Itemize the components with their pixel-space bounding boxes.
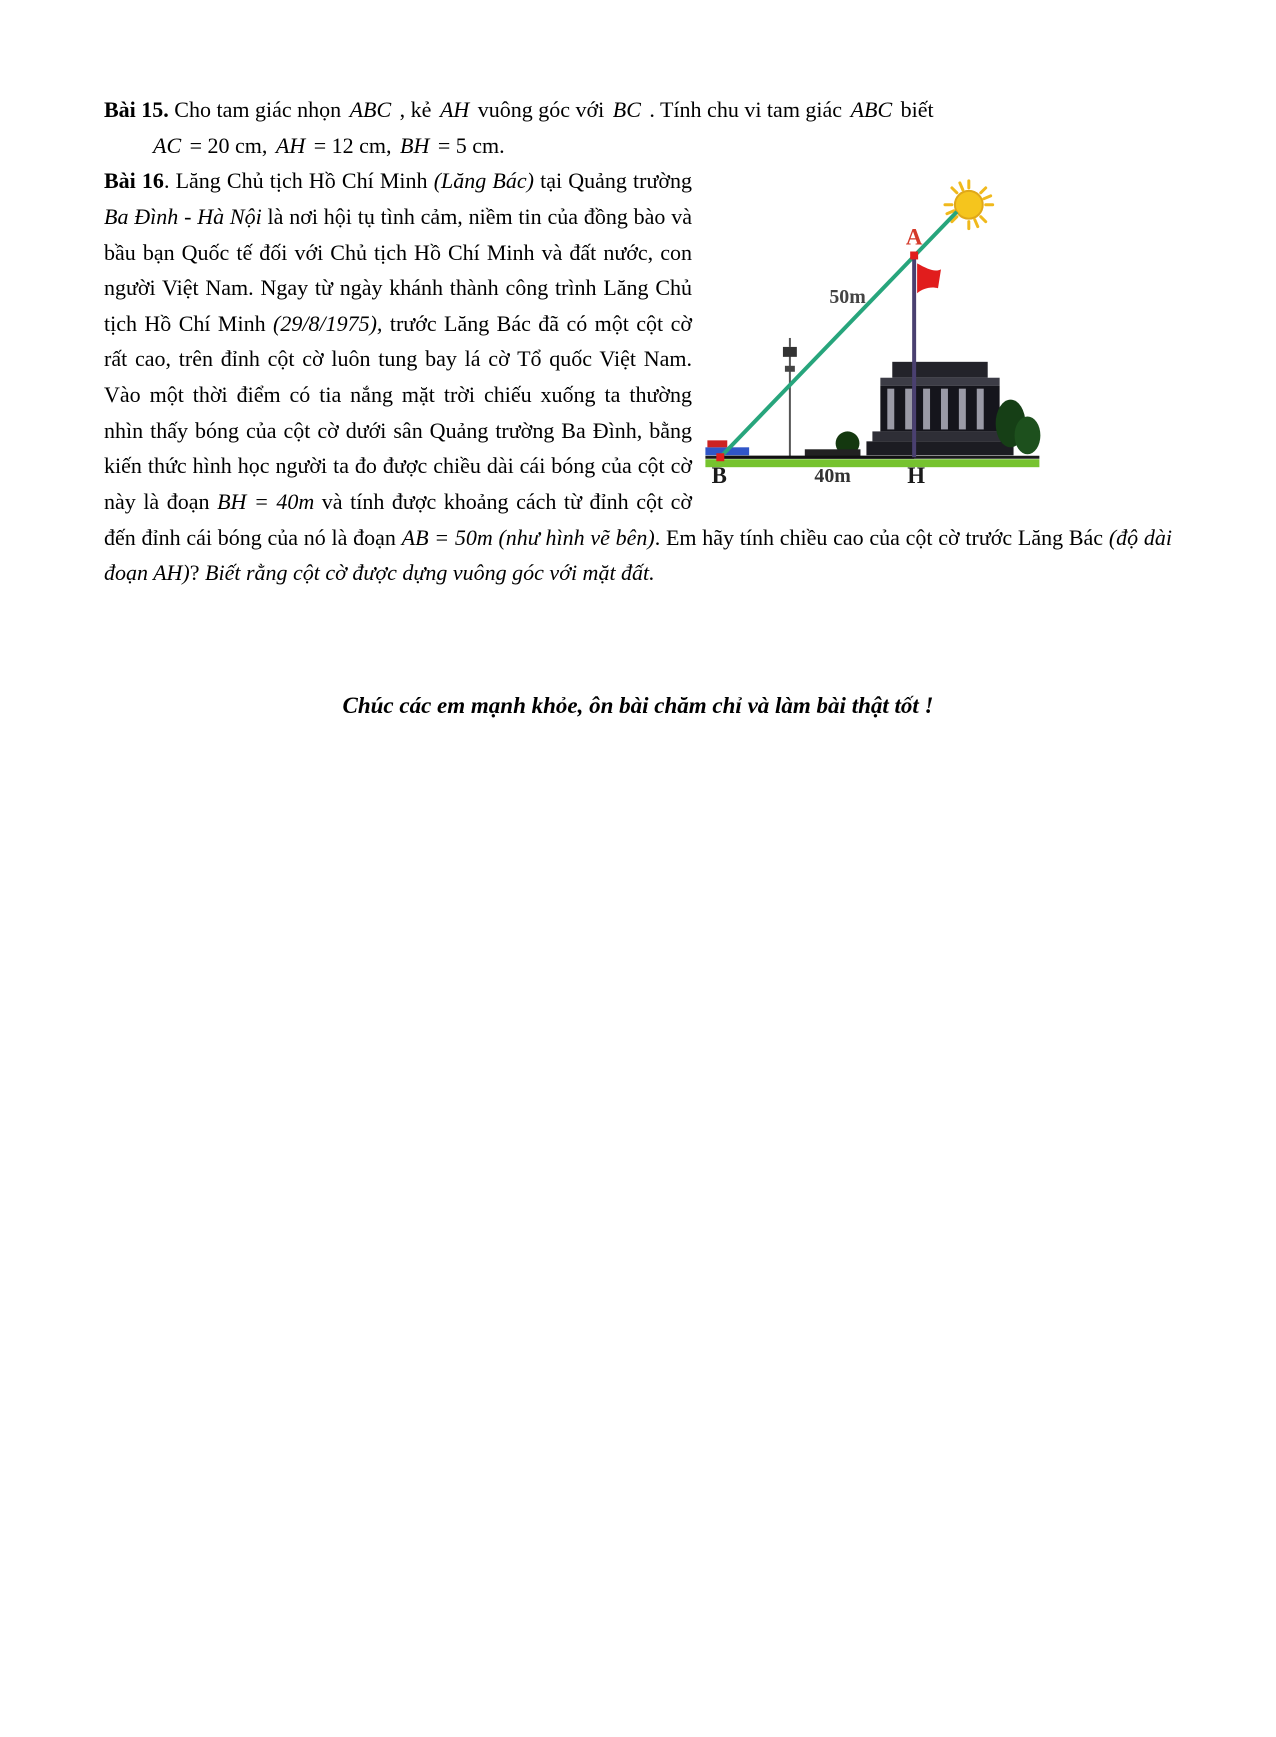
problem-15 <box>104 92 1172 128</box>
problem-16 <box>104 163 1172 591</box>
mausoleum-figure <box>704 167 1172 499</box>
problem-16-italic: Ba Đình - Hà Nội <box>104 203 262 229</box>
distance-label-ab: 50m <box>829 286 866 309</box>
point-b-marker <box>716 454 724 462</box>
math-bc: BC <box>612 97 641 122</box>
math-ac: AC <box>153 132 182 158</box>
problem-16-italic: (Lăng Bác) <box>433 168 534 194</box>
problem-16-text: . Lăng Chủ tịch Hồ Chí Minh <box>163 168 434 194</box>
problem-15-label: Bài 15. <box>104 97 169 122</box>
given-value: = 12 cm, <box>308 132 398 158</box>
problem-15-text: , kẻ <box>394 97 437 122</box>
problem-16-text: tại Quảng trường <box>533 168 693 194</box>
problem-16-text: trước Lăng Bác đã có một cột cờ rất cao, trên đỉnh cột cờ luôn tung bay lá cờ Tổ quốc Việt Nam. Vào một thời điểm có tia nắng mặt trời chiếu xuống ta thường nhìn thấy bóng của cột cờ dưới sân Quảng trường Ba Đình, bằng kiến thức hình học người ta đo được chiều dài cái bóng của cột cờ này là đoạn <box>104 310 692 514</box>
problem-16-italic: Biết rằng cột cờ được dựng vuông góc với mặt đất. <box>205 560 655 586</box>
problem-16-italic: BH = 40m <box>217 488 315 514</box>
figure-canvas <box>704 167 1172 499</box>
problem-15-text: biết <box>895 97 934 122</box>
problem-15-text: vuông góc với <box>472 97 610 122</box>
problem-16-text: và tính được khoảng cách từ đỉnh cột cờ đến đỉnh cái bóng của nó là đoạn <box>104 488 693 550</box>
speaker-post <box>783 338 797 457</box>
sun-icon <box>945 181 993 229</box>
problem-16-italic: AB = 50m (như hình vẽ bên) <box>401 524 655 550</box>
math-ah: AH <box>275 132 306 158</box>
label-point-b: B <box>711 463 727 489</box>
point-a-marker <box>910 252 918 260</box>
label-point-h: H <box>907 463 926 489</box>
problem-16-text: ? <box>189 560 206 586</box>
given-value: = 20 cm, <box>184 132 273 158</box>
problem-16-label: Bài 16 <box>104 168 164 194</box>
closing-message: Chúc các em mạnh khỏe, ôn bài chăm chỉ và làm bài thật tốt ! <box>342 692 934 718</box>
problem-15-text: . Tính chu vi tam giác <box>643 97 848 122</box>
math-abc: ABC <box>349 97 392 122</box>
math-bh: BH <box>400 132 430 158</box>
math-ah: AH <box>439 97 470 122</box>
label-point-a: A <box>905 224 923 250</box>
problem-15-givens <box>104 128 1172 164</box>
distance-label-bh: 40m <box>814 465 851 488</box>
problem-16-text: . Em hãy tính chiều cao của cột cờ trước Lăng Bác <box>654 524 1109 550</box>
given-value: = 5 cm. <box>432 132 505 158</box>
math-abc: ABC <box>850 97 893 122</box>
problem-16-italic: (29/8/1975), <box>273 310 383 336</box>
problem-15-text: Cho tam giác nhọn <box>168 97 347 122</box>
mausoleum-building <box>866 362 1013 455</box>
problem-16-italic: (độ dài đoạn AH) <box>104 524 1172 586</box>
flag-icon <box>917 264 941 294</box>
problem-16-text: là nơi hội tụ tình cảm, niềm tin của đồng bào và bầu bạn Quốc tế đối với Chủ tịch Hồ Chí Minh và đất nước, con người Việt Nam. Ngay từ ngày khánh thành công trình Lăng Chủ tịch Hồ Chí Minh <box>104 203 692 336</box>
